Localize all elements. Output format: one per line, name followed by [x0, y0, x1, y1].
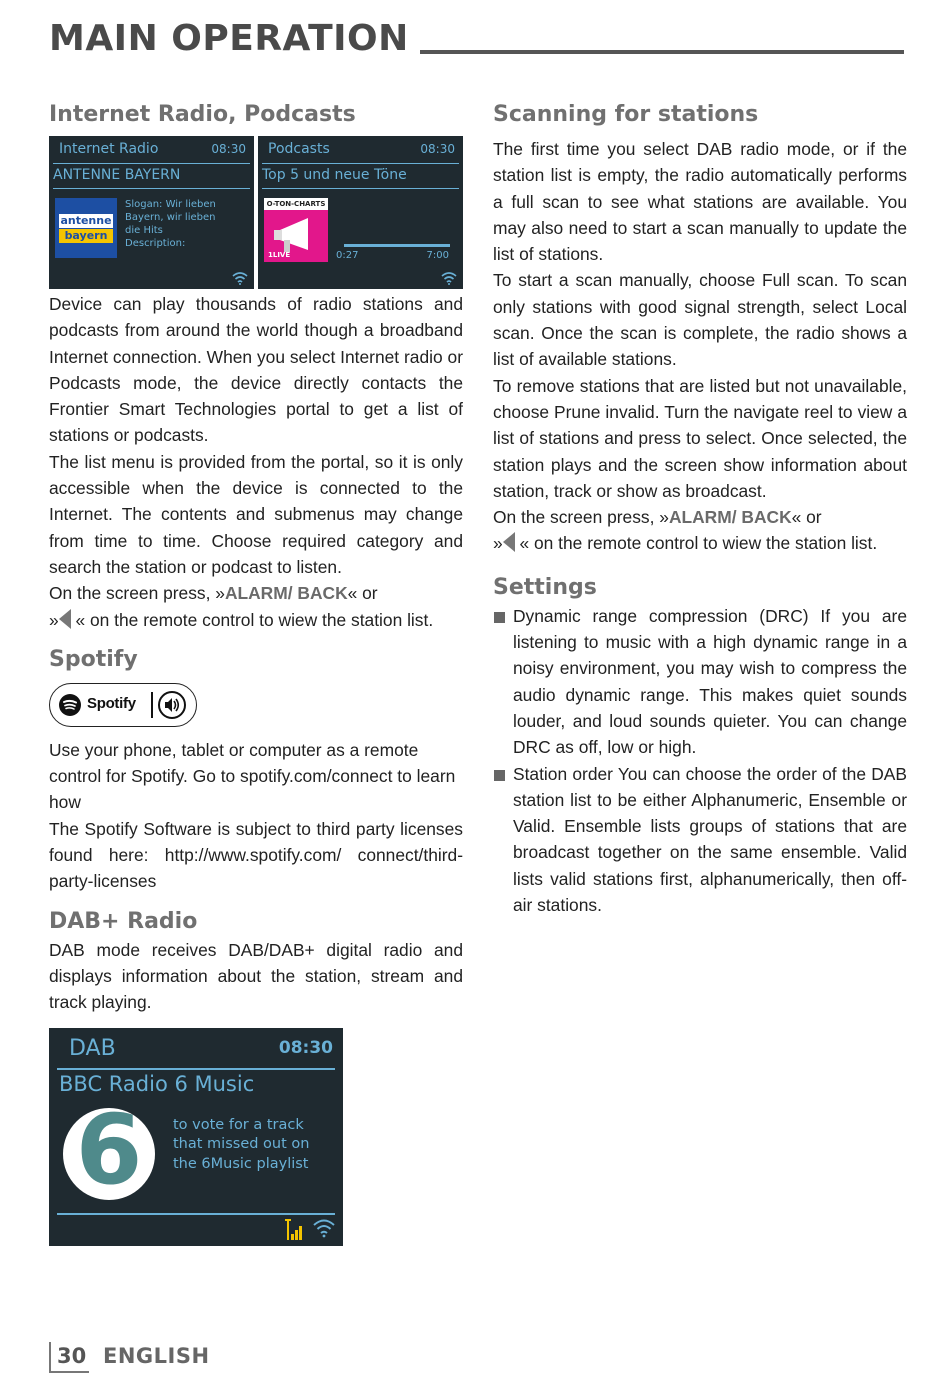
radio-screens — [49, 136, 463, 289]
podcast-screen — [258, 136, 463, 289]
screen-podcast-title: Top 5 und neue Töne — [262, 167, 407, 183]
logo-line-1: antenne — [60, 214, 112, 227]
screen-divider — [262, 163, 459, 164]
back-arrow-icon — [503, 532, 515, 552]
page-language: ENGLISH — [103, 1344, 210, 1368]
internet-radio-paragraph: Device can play thousands of radio stations and podcasts from around the world though a broadband Internet connection. When you select Internet radio or Podcasts mode, the device directly contacts the Frontier Smart Technologies portal to get a list of stations or podcasts. — [49, 294, 463, 446]
title-rule — [420, 50, 904, 54]
list-item — [493, 603, 907, 761]
internet-radio-paragraph: The list menu is provided from the portal, so it is only accessible when the device is connected to the Internet. The contents and submenus may change from time to time. Choose required category and search the station or podcast to listen. — [49, 451, 463, 577]
desc-line: die Hits — [125, 225, 163, 236]
screen-divider — [262, 188, 459, 189]
desc-line: to vote for a track — [173, 1116, 304, 1133]
spotify-connect-badge — [49, 683, 197, 727]
desc-line: the 6Music playlist — [173, 1155, 309, 1172]
podcast-artwork — [264, 198, 328, 262]
left-column — [49, 100, 463, 1246]
speaker-icon — [158, 691, 186, 719]
desc-line: Slogan: Wir lieben — [125, 199, 216, 210]
remote-instruction: » « on the remote control to wiew the station list. — [49, 609, 434, 630]
page-number: 30 — [57, 1344, 87, 1368]
screen-description — [125, 198, 245, 250]
settings-heading: Settings — [493, 574, 597, 600]
artwork-label: O-TON-CHARTS — [264, 198, 328, 210]
screen-divider — [57, 1213, 335, 1215]
screen-description — [173, 1116, 309, 1175]
spotify-wordmark: Spotify — [87, 694, 136, 712]
scanning-paragraph: To remove stations that are listed but not unavailable, choose Prune invalid. Turn the navigate reel to view a list of stations and press to select. Once selected, the station plays and the screen show information about station, track or show as broadcast. — [493, 375, 907, 501]
antenne-bayern-logo — [55, 198, 117, 258]
scanning-paragraph: To start a scan manually, choose Full scan. To scan only stations with good signal strength, select Local scan. Once the scan is complete, the radio shows a list of available stations. — [493, 270, 907, 370]
alarm-back-key: ALARM/ BACK — [224, 583, 348, 604]
desc-line: that missed out on — [173, 1136, 310, 1153]
screen-divider — [53, 163, 250, 164]
right-column — [493, 100, 907, 918]
internet-radio-heading: Internet Radio, Podcasts — [49, 102, 356, 127]
signal-strength-icon — [285, 1218, 305, 1242]
remote-instruction: » « on the remote control to wiew the station list. — [493, 533, 878, 554]
page-title: MAIN OPERATION — [49, 18, 409, 59]
screen-station-name: ANTENNE BAYERN — [53, 167, 181, 183]
screen-time: 08:30 — [211, 142, 246, 156]
screen-time: 08:30 — [278, 1037, 333, 1058]
screen-divider — [53, 188, 250, 189]
artwork-brand: 1LIVE — [268, 251, 291, 259]
spotify-heading: Spotify — [49, 646, 138, 672]
screen-divider — [57, 1068, 335, 1070]
logo-char: 6 — [75, 1093, 143, 1206]
screen-mode-label: Podcasts — [268, 141, 330, 157]
list-item — [493, 761, 907, 919]
alarm-back-key: ALARM/ BACK — [668, 507, 792, 528]
settings-item-text: Station order You can choose the order of the DAB station list to be either Alphanumeric, Ensemble or Valid. Ensemble lists groups of stations that are broadcast together on the same ensemble. Valid lists valid stations first, alphanumerically, then off-air stations. — [513, 763, 907, 916]
badge-divider — [151, 692, 153, 718]
screen-time: 08:30 — [420, 142, 455, 156]
screen-mode-label: Internet Radio — [59, 141, 159, 157]
settings-item-text: Dynamic range compression (DRC) If you are listening to music with a high dynamic range in a noisy environment, you may wish to compress the audio dynamic range. This makes quiet sounds louder, and loud sounds quieter. You can change DRC as off, low or high. — [513, 605, 907, 758]
spotify-logo-icon — [59, 694, 81, 716]
wifi-icon — [232, 271, 248, 285]
screen-mode-label: DAB — [69, 1035, 116, 1061]
dab-paragraph: DAB mode receives DAB/DAB+ digital radio and displays information about the station, stream and track playing. — [49, 939, 463, 1013]
logo-line-2: bayern — [59, 229, 113, 243]
back-arrow-icon — [59, 609, 71, 629]
elapsed-time: 0:27 — [336, 250, 359, 261]
desc-line: Description: — [125, 238, 186, 249]
dab-heading: DAB+ Radio — [49, 908, 198, 934]
footer-bar — [49, 1342, 51, 1372]
dab-screen — [49, 1028, 343, 1246]
alarm-back-instruction: On the screen press, »ALARM/ BACK« or — [49, 583, 378, 604]
desc-line: Bayern, wir lieben — [125, 212, 216, 223]
alarm-back-instruction: On the screen press, »ALARM/ BACK« or — [493, 507, 822, 528]
wifi-icon — [313, 1218, 335, 1238]
footer-underline — [49, 1371, 89, 1373]
progress-bar — [344, 244, 450, 247]
internet-radio-screen — [49, 136, 254, 289]
scanning-paragraph: The first time you select DAB radio mode, or if the station list is empty, the radio automatically performs a full scan to see what stations are available. You may also need to start a scan manually to update the list of stations. — [493, 139, 907, 265]
scanning-heading: Scanning for stations — [493, 102, 759, 127]
settings-list — [493, 603, 907, 919]
bbc-6music-logo — [63, 1093, 155, 1206]
screen-station-name: BBC Radio 6 Music — [59, 1071, 255, 1096]
spotify-paragraph: The Spotify Software is subject to third party licenses found here: http://www.spotify.com/ connect/third-party-licenses — [49, 818, 463, 892]
total-time: 7:00 — [426, 250, 449, 261]
wifi-icon — [441, 271, 457, 285]
spotify-paragraph: Use your phone, tablet or computer as a remote control for Spotify. Go to spotify.com/connect to learn how — [49, 739, 456, 813]
